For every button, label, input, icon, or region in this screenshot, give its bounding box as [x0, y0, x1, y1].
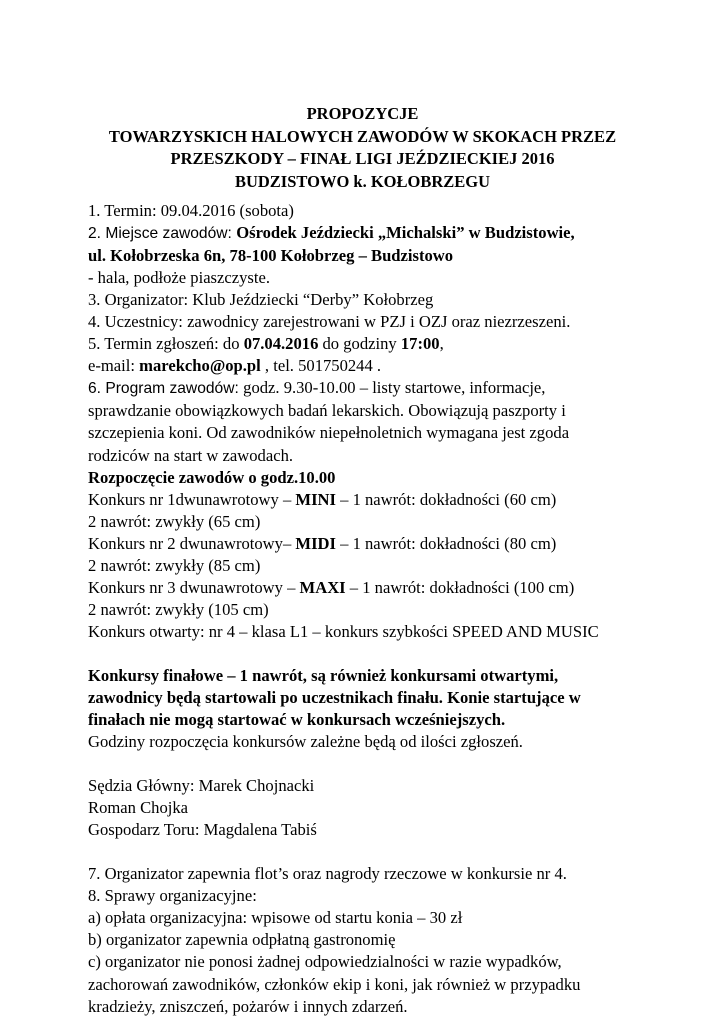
deadline-date: 07.04.2016 [243, 334, 319, 354]
event-venue [88, 222, 688, 245]
title-line-1: PROPOZYCJE [306, 104, 419, 123]
participants: 4. Uczestnicy: zawodnicy zarejestrowani w PZJ i OZJ oraz niezrzeszeni. [88, 312, 571, 332]
spacer [88, 643, 688, 665]
competition-3 [88, 577, 688, 599]
catering: b) organizator zapewnia odpłatną gastronomię [88, 930, 396, 950]
deadline-time: 17:00 [400, 334, 440, 354]
competition-1-prefix: Konkurs nr 1dwunawrotowy – [88, 489, 296, 509]
competition-2-prefix: Konkurs nr 2 dwunawrotowy– [88, 533, 296, 553]
program-line-3: szczepienia koni. Od zawodników niepełnoletnich wymagana jest zgoda [88, 423, 570, 443]
deadline-mid: do godziny [318, 334, 401, 354]
program-line-1 [88, 377, 688, 400]
title-line-4: BUDZISTOWO k. KOŁOBRZEGU [234, 171, 491, 191]
liability-line-3: kradzieży, zniszczeń, pożarów i innych zdarzeń. [88, 996, 408, 1016]
phone-number: , tel. 501750244 . [260, 356, 382, 376]
competition-1-round-2: 2 nawrót: zwykły (65 cm) [88, 511, 261, 531]
liability-line-1: c) organizator nie ponosi żadnej odpowiedzialności w razie wypadków, [88, 952, 562, 972]
finals-note: Godziny rozpoczęcia konkursów zależne będą od ilości zgłoszeń. [88, 732, 523, 752]
spacer [88, 841, 688, 863]
competition-open: Konkurs otwarty: nr 4 – klasa L1 – konkurs szybkości SPEED AND MUSIC [88, 621, 599, 641]
prizes: 7. Organizator zapewnia flot’s oraz nagrody rzeczowe w konkursie nr 4. [88, 864, 567, 884]
finals-line-2: zawodnicy będą startowali po uczestnikach finału. Konie startujące w [88, 687, 581, 707]
venue-address: ul. Kołobrzeska 6n, 78-100 Kołobrzeg – Budzistowo [88, 246, 454, 266]
program-line-4: rodziców na start w zawodach. [88, 445, 294, 465]
deadline-suffix: , [439, 334, 444, 354]
spacer [88, 753, 688, 775]
competition-3-name: MAXI [299, 577, 346, 597]
venue-label: 2. Miejsce zawodów: [88, 225, 237, 243]
liability-line-2: zachorowań zawodników, członków ekip i koni, jak również w przypadku [88, 974, 581, 994]
competition-3-round-2: 2 nawrót: zwykły (105 cm) [88, 599, 269, 619]
competition-2-name: MIDI [295, 533, 336, 553]
competition-3-prefix: Konkurs nr 3 dwunawrotowy – [88, 577, 300, 597]
email-link[interactable]: marekcho@op.pl [139, 356, 261, 376]
contact-line [88, 355, 688, 377]
venue-name: Ośrodek Jeździecki „Michalski” w Budzistowie, [236, 223, 575, 243]
event-date: 1. Termin: 09.04.2016 (sobota) [88, 201, 294, 220]
title-line-3: PRZESZKODY – FINAŁ LIGI JEŹDZIECKIEJ 2016 [170, 149, 555, 168]
program-label: 6. Program zawodów: [88, 380, 244, 398]
title-line-2: TOWARZYSKICH HALOWYCH ZAWODÓW W SKOKACH PRZEZ [108, 126, 617, 146]
competition-3-suffix: – 1 nawrót: dokładności (100 cm) [345, 577, 575, 597]
competition-1-name: MINI [295, 489, 336, 509]
competition-1 [88, 489, 688, 511]
head-judge: Sędzia Główny: Marek Chojnacki [88, 776, 315, 796]
organizational-heading: 8. Sprawy organizacyjne: [88, 886, 257, 906]
course-designer: Gospodarz Toru: Magdalena Tabiś [88, 820, 317, 840]
document-title [60, 103, 665, 193]
competition-2-suffix: – 1 nawrót: dokładności (80 cm) [335, 533, 557, 553]
judge-2: Roman Chojka [88, 798, 189, 818]
competition-2 [88, 533, 688, 555]
venue-surface: - hala, podłoże piaszczyste. [88, 268, 270, 288]
finals-line-1: Konkursy finałowe – 1 nawrót, są również konkursami otwartymi, [88, 665, 559, 685]
email-prefix: e-mail: [88, 356, 140, 376]
finals-line-3: finałach nie mogą startować w konkursach wcześniejszych. [88, 710, 506, 730]
document-body [88, 200, 688, 1018]
competition-1-suffix: – 1 nawrót: dokładności (60 cm) [335, 489, 557, 509]
competition-2-round-2: 2 nawrót: zwykły (85 cm) [88, 555, 261, 575]
deadline-prefix: 5. Termin zgłoszeń: do [88, 334, 244, 354]
start-time: Rozpoczęcie zawodów o godz.10.00 [88, 467, 336, 487]
program-text-1: godz. 9.30-10.00 – listy startowe, informacje, [243, 378, 546, 398]
entry-deadline [88, 333, 688, 355]
fee: a) opłata organizacyjna: wpisowe od startu konia – 30 zł [88, 908, 463, 928]
program-line-2: sprawdzanie obowiązkowych badań lekarskich. Obowiązują paszporty i [88, 401, 566, 421]
organizer: 3. Organizator: Klub Jeździecki “Derby” Kołobrzeg [88, 290, 434, 310]
